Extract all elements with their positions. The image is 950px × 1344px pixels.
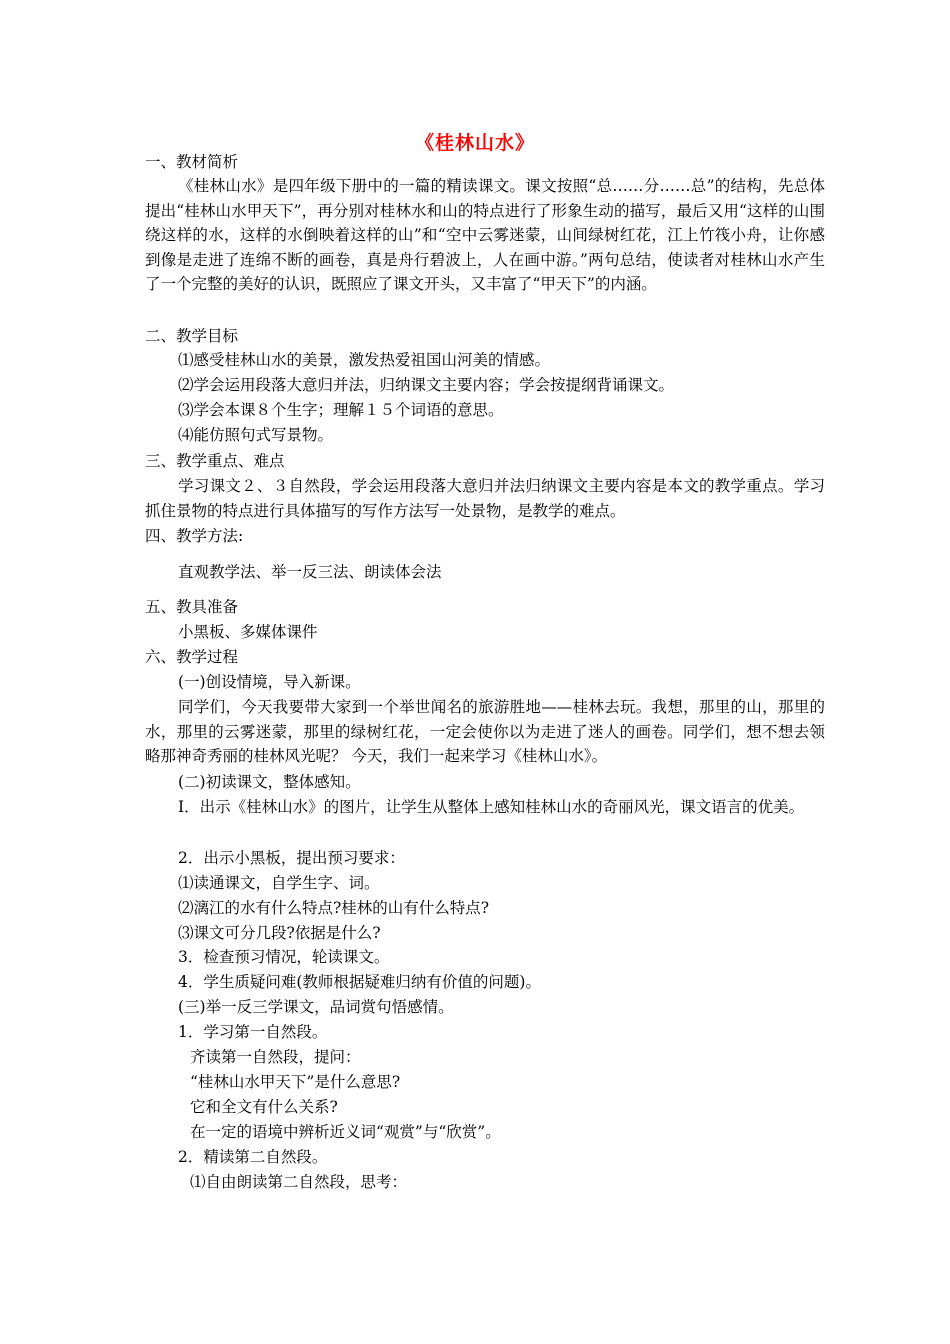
section-heading-5: 五、教具准备 — [145, 598, 239, 616]
document-title: 《桂林山水》 — [414, 132, 535, 154]
sub-item: 在一定的语境中辨析近义词“观赏”与“欣赏”。 — [190, 1123, 501, 1141]
step-item: 2．精读第二自然段。 — [178, 1148, 328, 1166]
step-item: 3．检查预习情况，轮读课文。 — [178, 948, 390, 966]
paragraph-text: I．出示《桂林山水》的图片，让学生从整体上感知桂林山水的奇丽风光，课文语言的优美。 — [178, 798, 805, 816]
step-title: (二)初读课文，整体感知。 — [178, 773, 361, 791]
sub-item: 齐读第一自然段，提问： — [190, 1048, 361, 1066]
objective-item: ⑴感受桂林山水的美景，激发热爱祖国山河美的情感。 — [178, 351, 551, 369]
step-item: 4．学生质疑问难(教师根据疑难归纳有价值的问题)。 — [178, 973, 541, 991]
section-3-paragraph — [145, 474, 825, 523]
section-heading-6: 六、教学过程 — [145, 648, 239, 666]
materials-text: 小黑板、多媒体课件 — [178, 623, 318, 641]
sub-item: ⑴读通课文，自学生字、词。 — [178, 874, 380, 892]
intro-paragraph — [145, 695, 825, 769]
sub-item: 它和全文有什么关系? — [190, 1098, 338, 1116]
step-title: (一)创设情境，导入新课。 — [178, 673, 361, 691]
step-title: (三)举一反三学课文，品词赏句悟感情。 — [178, 998, 454, 1016]
objective-item: ⑷能仿照句式写景物。 — [178, 426, 334, 444]
section-heading-4: 四、教学方法: — [145, 527, 244, 545]
method-text: 直观教学法、举一反三法、朗读体会法 — [178, 563, 442, 581]
sub-item: ⑴自由朗读第二自然段，思考： — [190, 1173, 408, 1191]
sub-item: “桂林山水甲天下”是什么意思? — [190, 1073, 401, 1091]
step-item: 2．出示小黑板，提出预习要求： — [178, 849, 405, 867]
section-heading-2: 二、教学目标 — [145, 327, 239, 345]
paragraph-text: 同学们，今天我要带大家到一个举世闻名的旅游胜地——桂林去玩。我想，那里的山，那里的水，那里的云雾迷蒙，那里的绿树红花，一定会使你以为走进了迷人的画卷。同学们，想不想去领略那神奇秀丽的桂林风光呢？ 今天，我们一起来学习《桂林山水》。 — [145, 698, 825, 765]
step-item: 1．学习第一自然段。 — [178, 1023, 328, 1041]
sub-item: ⑵漓江的水有什么特点?桂林的山有什么特点? — [178, 899, 490, 917]
step-item — [145, 795, 825, 820]
objective-item: ⑶学会本课８个生字；理解１５个词语的意思。 — [178, 401, 504, 419]
paragraph-text: 学习课文２、３自然段，学会运用段落大意归并法归纳课文主要内容是本文的教学重点。学习抓住景物的特点进行具体描写的写作方法写一处景物，是教学的难点。 — [145, 477, 825, 520]
section-heading-1: 一、教材简析 — [145, 153, 239, 171]
sub-item: ⑶课文可分几段?依据是什么? — [178, 924, 381, 942]
paragraph-text: 《桂林山水》是四年级下册中的一篇的精读课文。课文按照“总……分……总”的结构，先总体提出“桂林山水甲天下”，再分别对桂林水和山的特点进行了形象生动的描写，最后又用“这样的山围绕这样的水，这样的水倒映着这样的山”和“空中云雾迷蒙，山间绿树红花，江上竹筏小舟，让你感到像是走进了连绵不断的画卷，真是舟行碧波上，人在画中游。”两句总结，使读者对桂林山水产生了一个完整的美好的认识，既照应了课文开头，又丰富了“甲天下”的内涵。 — [145, 177, 825, 293]
section-heading-3: 三、教学重点、难点 — [145, 452, 285, 470]
objective-item: ⑵学会运用段落大意归并法，归纳课文主要内容；学会按提纲背诵课文。 — [178, 376, 675, 394]
section-1-paragraph — [145, 174, 825, 297]
